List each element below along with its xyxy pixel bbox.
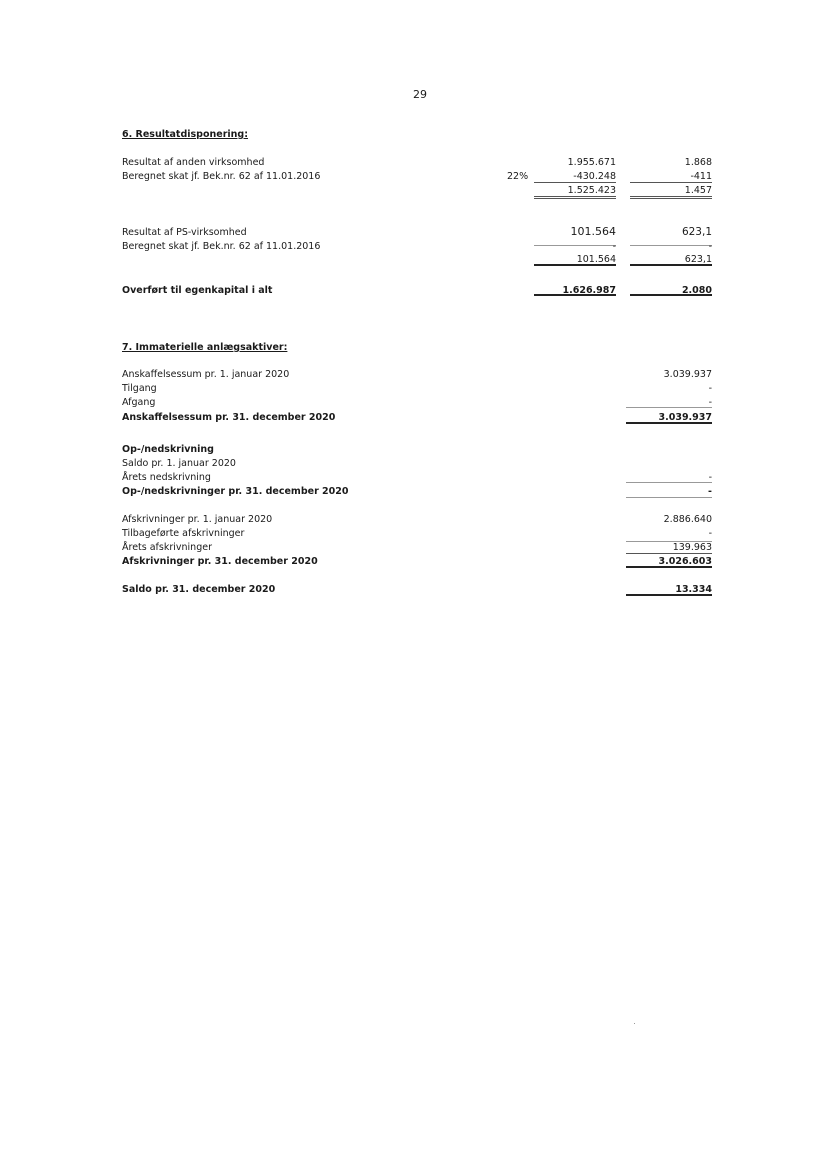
subtotal-label: Anskaffelsessum pr. 31. december 2020 <box>122 412 336 423</box>
row-label: Afskrivninger pr. 1. januar 2020 <box>122 514 273 525</box>
row-value: - <box>708 472 712 483</box>
row-label: Anskaffelsessum pr. 1. januar 2020 <box>122 369 290 380</box>
row-value-current: 1.955.671 <box>567 157 616 168</box>
row-label: Resultat af PS-virksomhed <box>122 227 247 238</box>
sum-line <box>626 482 712 483</box>
total-value-current: 1.626.987 <box>562 285 616 296</box>
sum-line <box>626 553 712 554</box>
total-value-prior: 2.080 <box>681 285 712 296</box>
final-balance-underline <box>626 594 712 596</box>
row-value: - <box>708 528 712 539</box>
row-value-current: 101.564 <box>570 225 616 238</box>
double-underline <box>534 196 616 199</box>
subtotal-value: - <box>708 486 712 497</box>
group-heading: Op-/nedskrivning <box>122 444 214 455</box>
total-underline <box>630 294 712 296</box>
row-value: 2.886.640 <box>663 514 712 525</box>
row-value: - <box>708 383 712 394</box>
row-value-prior: 1.457 <box>684 185 712 196</box>
row-label: Tilgang <box>122 383 157 394</box>
row-label: Årets nedskrivning <box>122 472 211 483</box>
sum-line <box>626 407 712 408</box>
tax-rate: 22% <box>507 171 529 182</box>
row-label: Årets afskrivninger <box>122 542 212 553</box>
scan-speck <box>634 1023 635 1024</box>
sum-line <box>630 264 712 266</box>
row-label: Afgang <box>122 397 156 408</box>
row-label: Saldo pr. 1. januar 2020 <box>122 458 236 469</box>
total-label: Overført til egenkapital i alt <box>122 285 273 296</box>
final-balance-label: Saldo pr. 31. december 2020 <box>122 584 276 595</box>
row-value: 139.963 <box>672 542 712 553</box>
row-value-prior: 623,1 <box>684 254 712 265</box>
row-value-prior: - <box>708 241 712 252</box>
sum-line <box>534 182 616 183</box>
section6-title: 6. Resultatdisponering: <box>122 129 249 140</box>
subtotal-value: 3.026.603 <box>658 556 712 567</box>
sum-line <box>630 182 712 183</box>
row-value-prior: 623,1 <box>681 226 712 238</box>
row-value-current: - <box>612 241 616 252</box>
subtotal-label: Op-/nedskrivninger pr. 31. december 2020 <box>122 486 349 497</box>
row-value: 3.039.937 <box>663 369 712 380</box>
row-value: - <box>708 397 712 408</box>
total-underline <box>534 294 616 296</box>
final-balance-value: 13.334 <box>675 584 712 595</box>
subtotal-underline <box>626 566 712 568</box>
row-value-prior: -411 <box>690 171 712 182</box>
row-value-current: 101.564 <box>576 254 616 265</box>
subtotal-value: 3.039.937 <box>658 412 712 423</box>
subtotal-label: Afskrivninger pr. 31. december 2020 <box>122 556 318 567</box>
row-label: Resultat af anden virksomhed <box>122 157 265 168</box>
row-value-prior: 1.868 <box>684 157 712 168</box>
subtotal-underline <box>626 422 712 424</box>
sum-line <box>534 264 616 266</box>
row-value-current: 1.525.423 <box>567 185 616 196</box>
row-label: Tilbageførte afskrivninger <box>122 528 245 539</box>
section7-title: 7. Immaterielle anlægsaktiver: <box>122 342 288 353</box>
subtotal-underline <box>626 497 712 498</box>
row-label: Beregnet skat jf. Bek.nr. 62 af 11.01.2016 <box>122 171 321 182</box>
row-label: Beregnet skat jf. Bek.nr. 62 af 11.01.2016 <box>122 241 321 252</box>
page-number: 29 <box>413 88 427 101</box>
double-underline <box>630 196 712 199</box>
row-value-current: -430.248 <box>573 171 616 182</box>
